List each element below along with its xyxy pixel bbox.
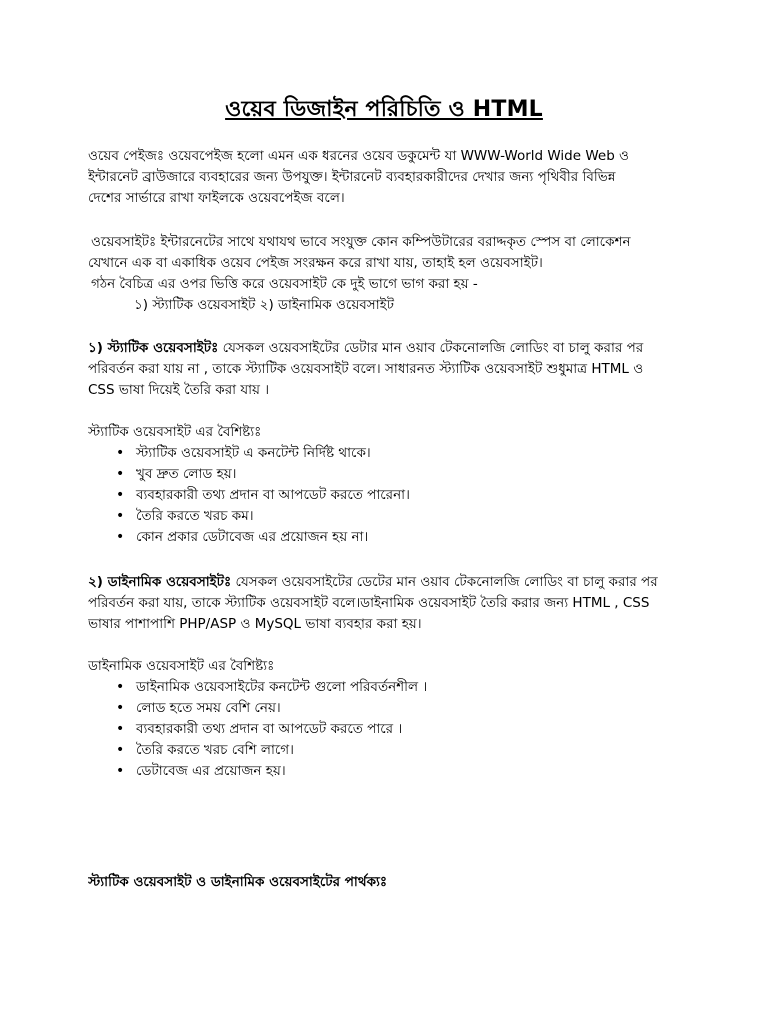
list-item: • ডাইনামিক ওয়েবসাইটের কনটেন্ট গুলো পরিবর্তনশীল । bbox=[88, 677, 688, 698]
list-item: • ব্যবহারকারী তথ্য প্রদান বা আপডেট করতে পারেনা। bbox=[88, 485, 688, 506]
list-item: • তৈরি করতে খরচ কম। bbox=[88, 506, 688, 527]
list-item: • তৈরি করতে খরচ বেশি লাগে। bbox=[88, 740, 688, 761]
page-title: ওয়েব ডিজাইন পরিচিতি ও HTML bbox=[225, 97, 543, 122]
paragraph-line: CSS ভাষা দিয়েই তৈরি করা যায় । bbox=[88, 382, 270, 398]
website-types-line: ১) স্ট্যাটিক ওয়েবসাইট ২) ডাইনামিক ওয়েবসাইট bbox=[134, 297, 394, 313]
paragraph-line: পরিবর্তন করা যায় না , তাকে স্ট্যাটিক ওয়েবসাইট বলে। সাধারনত স্ট্যাটিক ওয়েবসাইট শুধুমাত্র HTML ও bbox=[88, 361, 644, 377]
static-website-section bbox=[88, 338, 688, 401]
difference-heading: স্ট্যাটিক ওয়েবসাইট ও ডাইনামিক ওয়েবসাইটের পার্থক্যঃ bbox=[88, 874, 388, 890]
static-features-heading: স্ট্যাটিক ওয়েবসাইট এর বৈশিষ্ট্যঃ bbox=[88, 424, 262, 440]
paragraph-line: দেশের সার্ভারে রাখা ফাইলকে ওয়েবপেইজ বলে। bbox=[88, 190, 345, 206]
difference-section bbox=[88, 872, 688, 893]
paragraph-line: যেসকল ওয়েবসাইটের ডেটার মান ওয়াব টেকনোলজি লোডিং বা চালু করার পর bbox=[218, 340, 644, 356]
paragraph-line: পরিবর্তন করা যায়, তাকে স্ট্যাটিক ওয়েবসাইট বলে।ডাইনামিক ওয়েবসাইট তৈরি করার জন্য HTML , CSS bbox=[88, 595, 650, 611]
dynamic-website-heading: ২) ডাইনামিক ওয়েবসাইটঃ bbox=[88, 574, 232, 590]
webpage-paragraph bbox=[88, 146, 688, 209]
static-website-heading: ১) স্ট্যাটিক ওয়েবসাইটঃ bbox=[88, 340, 219, 356]
list-item: • লোড হতে সময় বেশি নেয়। bbox=[88, 698, 688, 719]
paragraph-line: ইন্টারনেট ব্রাউজারে ব্যবহারের জন্য উপযুক্ত। ইন্টারনেট ব্যবহারকারীদের দেখার জন্য পৃথিবীর বিভিন্ন bbox=[88, 169, 616, 185]
paragraph-line: যেসকল ওয়েবসাইটের ডেটের মান ওয়াব টেকনোলজি লোডিং বা চালু করার পর bbox=[231, 574, 658, 590]
paragraph-line: ওয়েব পেইজঃ ওয়েবপেইজ হলো এমন এক ধরনের ওয়েব ডকুমেন্ট যা WWW-World Wide Web ও bbox=[88, 148, 629, 164]
list-item: • ব্যবহারকারী তথ্য প্রদান বা আপডেট করতে পারে । bbox=[88, 719, 688, 740]
paragraph-line: যেখানে এক বা একাধিক ওয়েব পেইজ সংরক্ষন করে রাখা যায়, তাহাই হল ওয়েবসাইট। bbox=[88, 255, 543, 271]
static-features-list bbox=[88, 443, 688, 548]
paragraph-line: ভাষার পাশাপাশি PHP/ASP ও MySQL ভাষা ব্যবহার করা হয়। bbox=[88, 616, 422, 632]
list-item: • ডেটাবেজ এর প্রয়োজন হয়। bbox=[88, 761, 688, 782]
dynamic-features-heading: ডাইনামিক ওয়েবসাইট এর বৈশিষ্ট্যঃ bbox=[88, 658, 275, 674]
dynamic-features-section bbox=[88, 656, 688, 782]
list-item: • কোন প্রকার ডেটাবেজ এর প্রয়োজন হয় না। bbox=[88, 527, 688, 548]
dynamic-website-section bbox=[88, 572, 688, 635]
paragraph-line: গঠন বৈচিত্র এর ওপর ভিত্তি করে ওয়েবসাইট কে দুই ভাগে ভাগ করা হয় - bbox=[91, 276, 478, 292]
list-item: • স্ট্যাটিক ওয়েবসাইট এ কনটেন্ট নির্দিষ্ট থাকে। bbox=[88, 443, 688, 464]
dynamic-features-list bbox=[88, 677, 688, 782]
website-paragraph bbox=[88, 232, 688, 316]
static-features-section bbox=[88, 422, 688, 548]
list-item: • খুব দ্রুত লোড হয়। bbox=[88, 464, 688, 485]
paragraph-line: ওয়েবসাইটঃ ইন্টারনেটের সাথে যথাযথ ভাবে সংযুক্ত কোন কম্পিউটারের বরাদ্দকৃত স্পেস বা লোকেশন bbox=[91, 234, 631, 250]
